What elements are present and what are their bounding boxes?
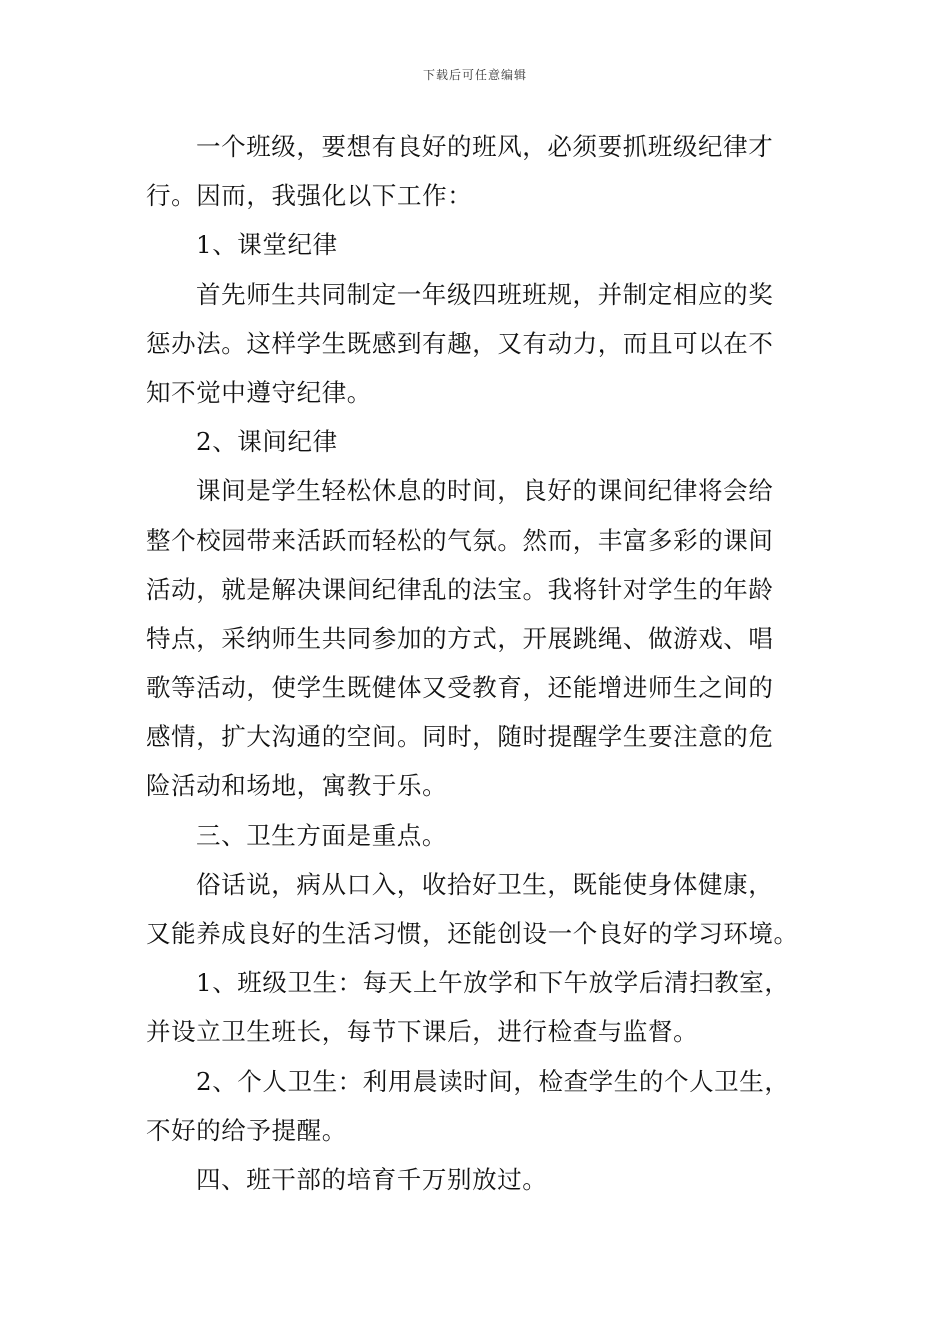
paragraph-line: 特点，采纳师生共同参加的方式，开展跳绳、做游戏、唱	[146, 623, 774, 653]
paragraph-line: 不好的给予提醒。	[146, 1115, 347, 1145]
paragraph-line: 行。因而，我强化以下工作：	[146, 181, 473, 211]
section-heading: 三、卫生方面是重点。	[196, 820, 447, 850]
paragraph-line: 险活动和场地，寓教于乐。	[146, 771, 448, 801]
section-heading: 1、课堂纪律	[196, 230, 338, 260]
paragraph-line: 又能养成良好的生活习惯，还能创设一个良好的学习环境。	[146, 919, 799, 948]
section-heading: 2、课间纪律	[196, 427, 338, 457]
paragraph-line: 并设立卫生班长，每节下课后，进行检查与监督。	[146, 1017, 699, 1047]
paragraph-line: 歌等活动，使学生既健体又受教育，还能增进师生之间的	[146, 673, 774, 703]
page-header: 下载后可任意编辑	[422, 68, 527, 82]
paragraph-line: 活动，就是解决课间纪律乱的法宝。我将针对学生的年龄	[146, 574, 774, 604]
section-heading: 四、班干部的培育千万别放过。	[196, 1164, 548, 1194]
paragraph-line: 感情，扩大沟通的空间。同时，随时提醒学生要注意的危	[146, 722, 774, 752]
paragraph-line: 1、班级卫生：每天上午放学和下午放学后清扫教室，	[196, 968, 790, 998]
document-body	[146, 122, 812, 1204]
paragraph-line: 俗话说，病从口入，收拾好卫生，既能使身体健康，	[196, 869, 774, 899]
paragraph-line: 惩办法。这样学生既感到有趣，又有动力，而且可以在不	[146, 328, 774, 358]
paragraph-line: 课间是学生轻松休息的时间，良好的课间纪律将会给	[196, 476, 774, 506]
paragraph-line: 首先师生共同制定一年级四班班规，并制定相应的奖	[196, 279, 774, 309]
paragraph-line: 整个校园带来活跃而轻松的气氛。然而，丰富多彩的课间	[146, 525, 774, 555]
paragraph-line: 2、个人卫生：利用晨读时间，检查学生的个人卫生，	[196, 1066, 790, 1096]
paragraph-line: 知不觉中遵守纪律。	[146, 377, 372, 407]
paragraph-line: 一个班级，要想有良好的班风，必须要抓班级纪律才	[196, 132, 774, 161]
